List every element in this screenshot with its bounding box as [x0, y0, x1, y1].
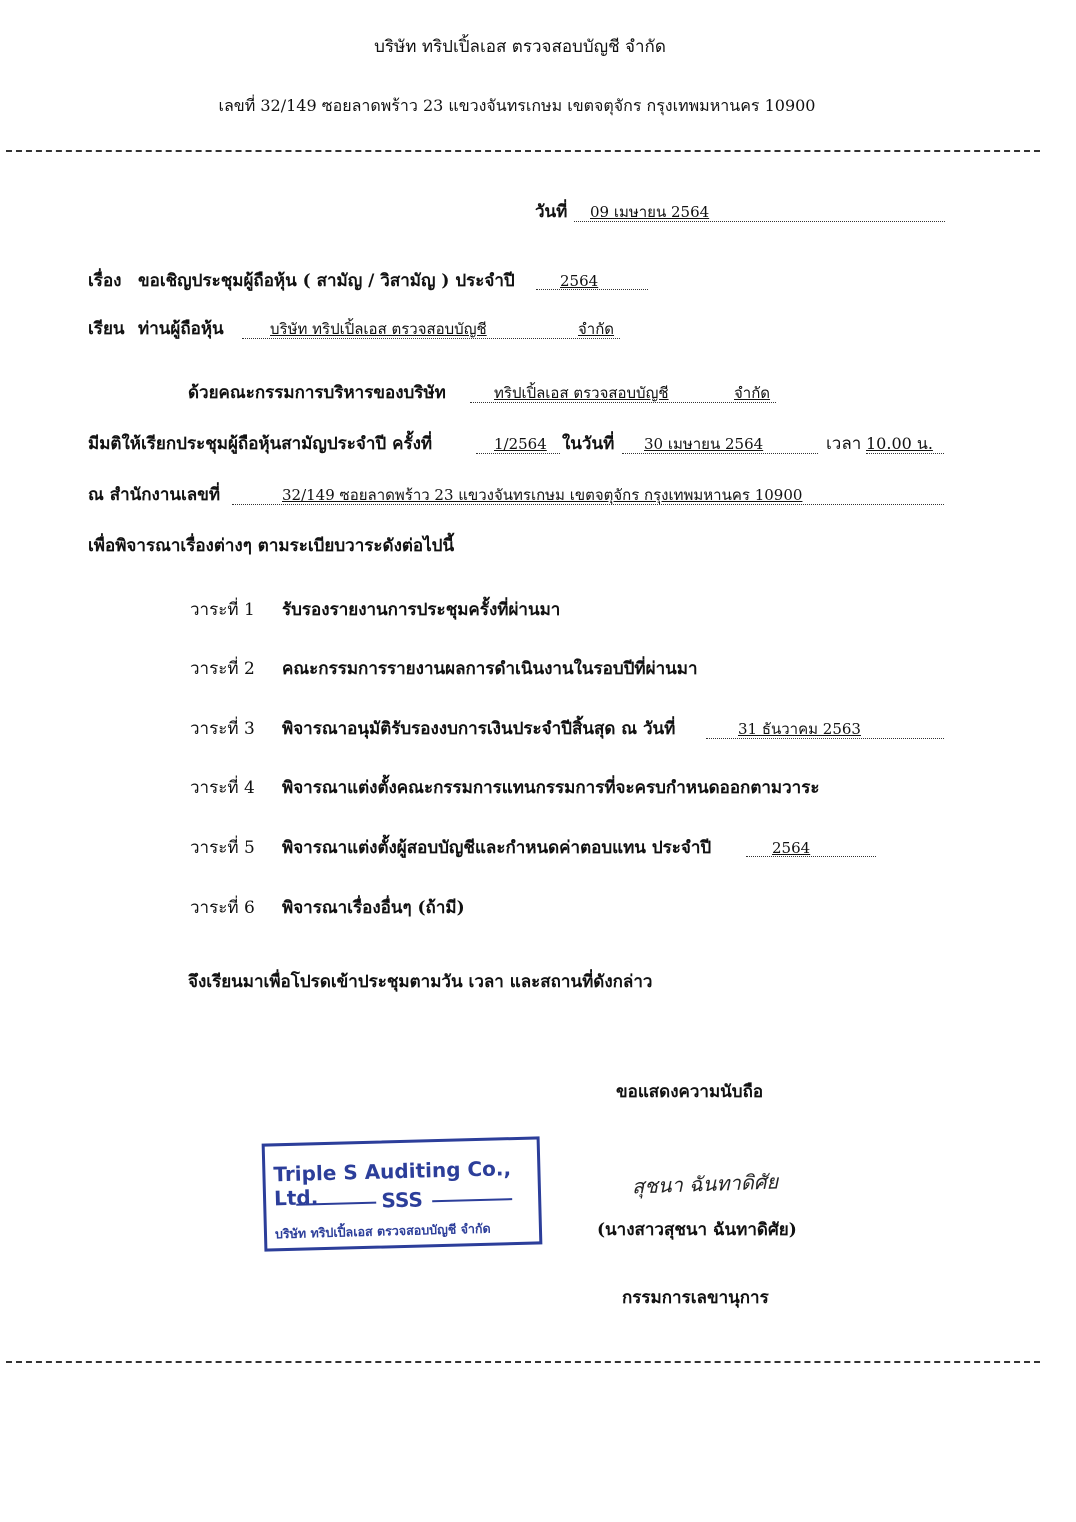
meeting-date-dotline — [622, 453, 818, 454]
on-date-label: ในวันที่ — [562, 434, 615, 454]
agenda-fill-3: 31 ธันวาคม 2563 — [738, 720, 861, 738]
date-value: 09 เมษายน 2564 — [590, 203, 710, 221]
agenda-text-1: รับรองรายงานการประชุมครั้งที่ผ่านมา — [282, 600, 561, 620]
agenda-label-6: วาระที่ 6 — [190, 898, 255, 918]
meeting-time-dotline — [866, 453, 944, 454]
agenda-text-3: พิจารณาอนุมัติรับรองงบการเงินประจำปีสิ้นสุด ณ วันที่ — [282, 719, 676, 739]
agenda-label-5: วาระที่ 5 — [190, 838, 255, 858]
body-line2-text: มีมติให้เรียกประชุมผู้ถือหุ้นสามัญประจำปี ครั้งที่ — [88, 434, 433, 454]
handwritten-signature: สุชนา ฉันทาดิศัย — [631, 1169, 779, 1199]
body-line4-text: เพื่อพิจารณาเรื่องต่างๆ ตามระเบียบวาระดังต่อไปนี้ — [88, 536, 455, 556]
date-dotline — [574, 221, 945, 222]
agenda-text-2: คณะกรรมการรายงานผลการดำเนินงานในรอบปีที่ผ่านมา — [282, 659, 698, 679]
subject-year: 2564 — [560, 272, 599, 290]
bottom-divider — [6, 1361, 1040, 1363]
venue-dotline — [232, 504, 944, 505]
regards-text: ขอแสดงความนับถือ — [616, 1082, 764, 1102]
agenda-5-dotline — [746, 856, 876, 857]
to-company: บริษัท ทริปเปิ้ลเอส ตรวจสอบบัญชี — [270, 320, 487, 338]
to-text: ท่านผู้ถือหุ้น — [138, 319, 224, 339]
stamp-thai-name: บริษัท ทริปเปิ้ลเอส ตรวจสอบบัญชี จำกัด — [274, 1220, 491, 1242]
body-line1-dotline — [470, 402, 776, 403]
time-label: เวลา — [826, 434, 862, 454]
body-line3-text: ณ สำนักงานเลขที่ — [88, 485, 221, 505]
agenda-label-2: วาระที่ 2 — [190, 659, 255, 679]
signatory-name: (นางสาวสุชนา ฉันทาดิศัย) — [597, 1220, 797, 1240]
body-line1-text: ด้วยคณะกรรมการบริหารของบริษัท — [188, 383, 446, 403]
meeting-date: 30 เมษายน 2564 — [644, 435, 764, 453]
agenda-label-3: วาระที่ 3 — [190, 719, 255, 739]
date-label: วันที่ — [535, 202, 568, 222]
agenda-label-4: วาระที่ 4 — [190, 778, 255, 798]
to-company-suffix: จำกัด — [578, 320, 615, 338]
company-address: เลขที่ 32/149 ซอยลาดพร้าว 23 แขวงจันทรเกษม เขตจตุจักร กรุงเทพมหานคร 10900 — [218, 96, 816, 115]
to-label: เรียน — [88, 319, 125, 339]
agenda-label-1: วาระที่ 1 — [190, 600, 255, 620]
company-header: บริษัท ทริปเปิ้ลเอส ตรวจสอบบัญชี จำกัด — [374, 37, 666, 57]
signatory-position: กรรมการเลขานุการ — [622, 1288, 769, 1308]
body-line1-company: ทริปเปิ้ลเอส ตรวจสอบบัญชี — [494, 384, 669, 402]
agenda-text-6: พิจารณาเรื่องอื่นๆ (ถ้ามี) — [282, 898, 465, 918]
agenda-text-5: พิจารณาแต่งตั้งผู้สอบบัญชีและกำหนดค่าตอบแทน ประจำปี — [282, 838, 712, 858]
stamp-mark: SSS — [381, 1187, 424, 1213]
meeting-time: 10.00 น. — [866, 434, 933, 453]
meeting-no-dotline — [476, 453, 560, 454]
meeting-no: 1/2564 — [494, 435, 547, 453]
subject-label: เรื่อง — [88, 271, 122, 291]
agenda-fill-5: 2564 — [772, 839, 811, 857]
top-divider — [6, 150, 1040, 152]
stamp-english-name: Triple S Auditing Co., Ltd. — [273, 1156, 512, 1211]
agenda-3-dotline — [706, 738, 944, 739]
body-line1-suffix: จำกัด — [734, 384, 771, 402]
venue: 32/149 ซอยลาดพร้าว 23 แขวงจันทรเกษม เขตจตุจักร กรุงเทพมหานคร 10900 — [282, 486, 803, 504]
closing-text: จึงเรียนมาเพื่อโปรดเข้าประชุมตามวัน เวลา และสถานที่ดังกล่าว — [188, 972, 653, 992]
to-company-dotline — [242, 338, 620, 339]
company-stamp — [262, 1136, 543, 1251]
subject-text: ขอเชิญประชุมผู้ถือหุ้น ( สามัญ / วิสามัญ ) ประจำปี — [138, 271, 515, 291]
agenda-text-4: พิจารณาแต่งตั้งคณะกรรมการแทนกรรมการที่จะครบกำหนดออกตามวาระ — [282, 778, 820, 798]
